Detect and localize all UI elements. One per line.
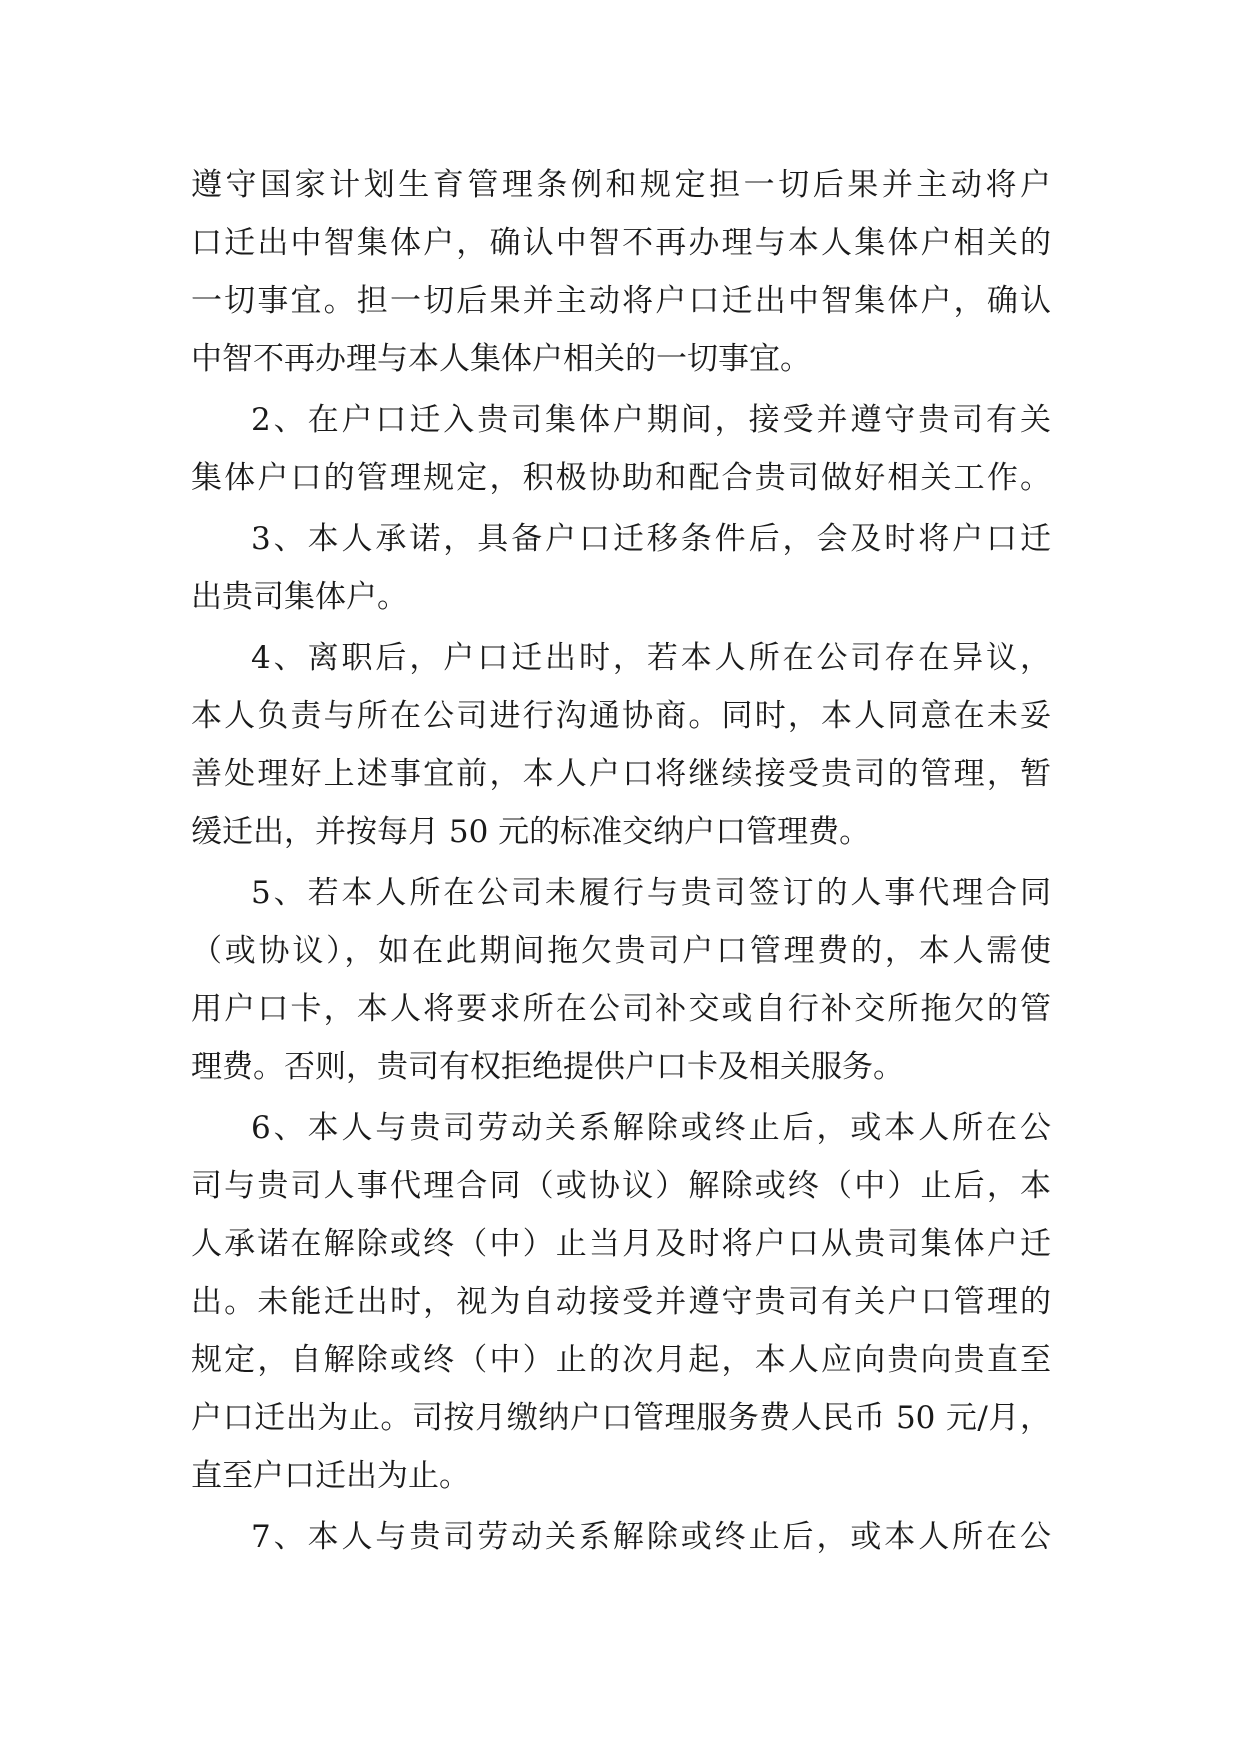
text-line: 缓迁出，并按每月 50 元的标准交纳户口管理费。 <box>191 814 871 850</box>
text-line: 人承诺在解除或终（中）止当月及时将户口从贵司集体户迁 <box>191 1226 1051 1262</box>
text-line: 出贵司集体户。 <box>191 579 408 615</box>
text-line: 3、本人承诺，具备户口迁移条件后，会及时将户口迁 <box>251 521 1051 557</box>
text-line: 5、若本人所在公司未履行与贵司签订的人事代理合同 <box>251 875 1051 911</box>
text-line: 规定，自解除或终（中）止的次月起，本人应向贵向贵直至 <box>191 1342 1051 1378</box>
text-line: 用户口卡，本人将要求所在公司补交或自行补交所拖欠的管 <box>191 991 1051 1027</box>
text-line: 中智不再办理与本人集体户相关的一切事宜。 <box>191 341 811 377</box>
text-line: 6、本人与贵司劳动关系解除或终止后，或本人所在公 <box>251 1110 1051 1146</box>
text-line: 理费。否则，贵司有权拒绝提供户口卡及相关服务。 <box>191 1049 904 1085</box>
text-line: （或协议），如在此期间拖欠贵司户口管理费的，本人需使 <box>191 933 1051 969</box>
text-line: 司与贵司人事代理合同（或协议）解除或终（中）止后，本 <box>191 1168 1051 1204</box>
text-line: 集体户口的管理规定，积极协助和配合贵司做好相关工作。 <box>191 460 1051 496</box>
text-line: 出。未能迁出时，视为自动接受并遵守贵司有关户口管理的 <box>191 1284 1051 1320</box>
text-line: 7、本人与贵司劳动关系解除或终止后，或本人所在公 <box>251 1519 1051 1555</box>
text-line: 直至户口迁出为止。 <box>191 1458 470 1494</box>
text-line: 口迁出中智集体户，确认中智不再办理与本人集体户相关的 <box>191 225 1051 261</box>
text-line: 本人负责与所在公司进行沟通协商。同时，本人同意在未妥 <box>191 698 1051 734</box>
text-line: 4、离职后，户口迁出时，若本人所在公司存在异议， <box>251 640 1051 676</box>
text-line: 2、在户口迁入贵司集体户期间，接受并遵守贵司有关 <box>251 402 1051 438</box>
text-line: 一切事宜。担一切后果并主动将户口迁出中智集体户，确认 <box>191 283 1051 319</box>
text-line: 善处理好上述事宜前，本人户口将继续接受贵司的管理，暂 <box>191 756 1051 792</box>
text-line: 户口迁出为止。司按月缴纳户口管理服务费人民币 50 元/月， <box>191 1400 1051 1436</box>
text-line: 遵守国家计划生育管理条例和规定担一切后果并主动将户 <box>191 167 1051 203</box>
